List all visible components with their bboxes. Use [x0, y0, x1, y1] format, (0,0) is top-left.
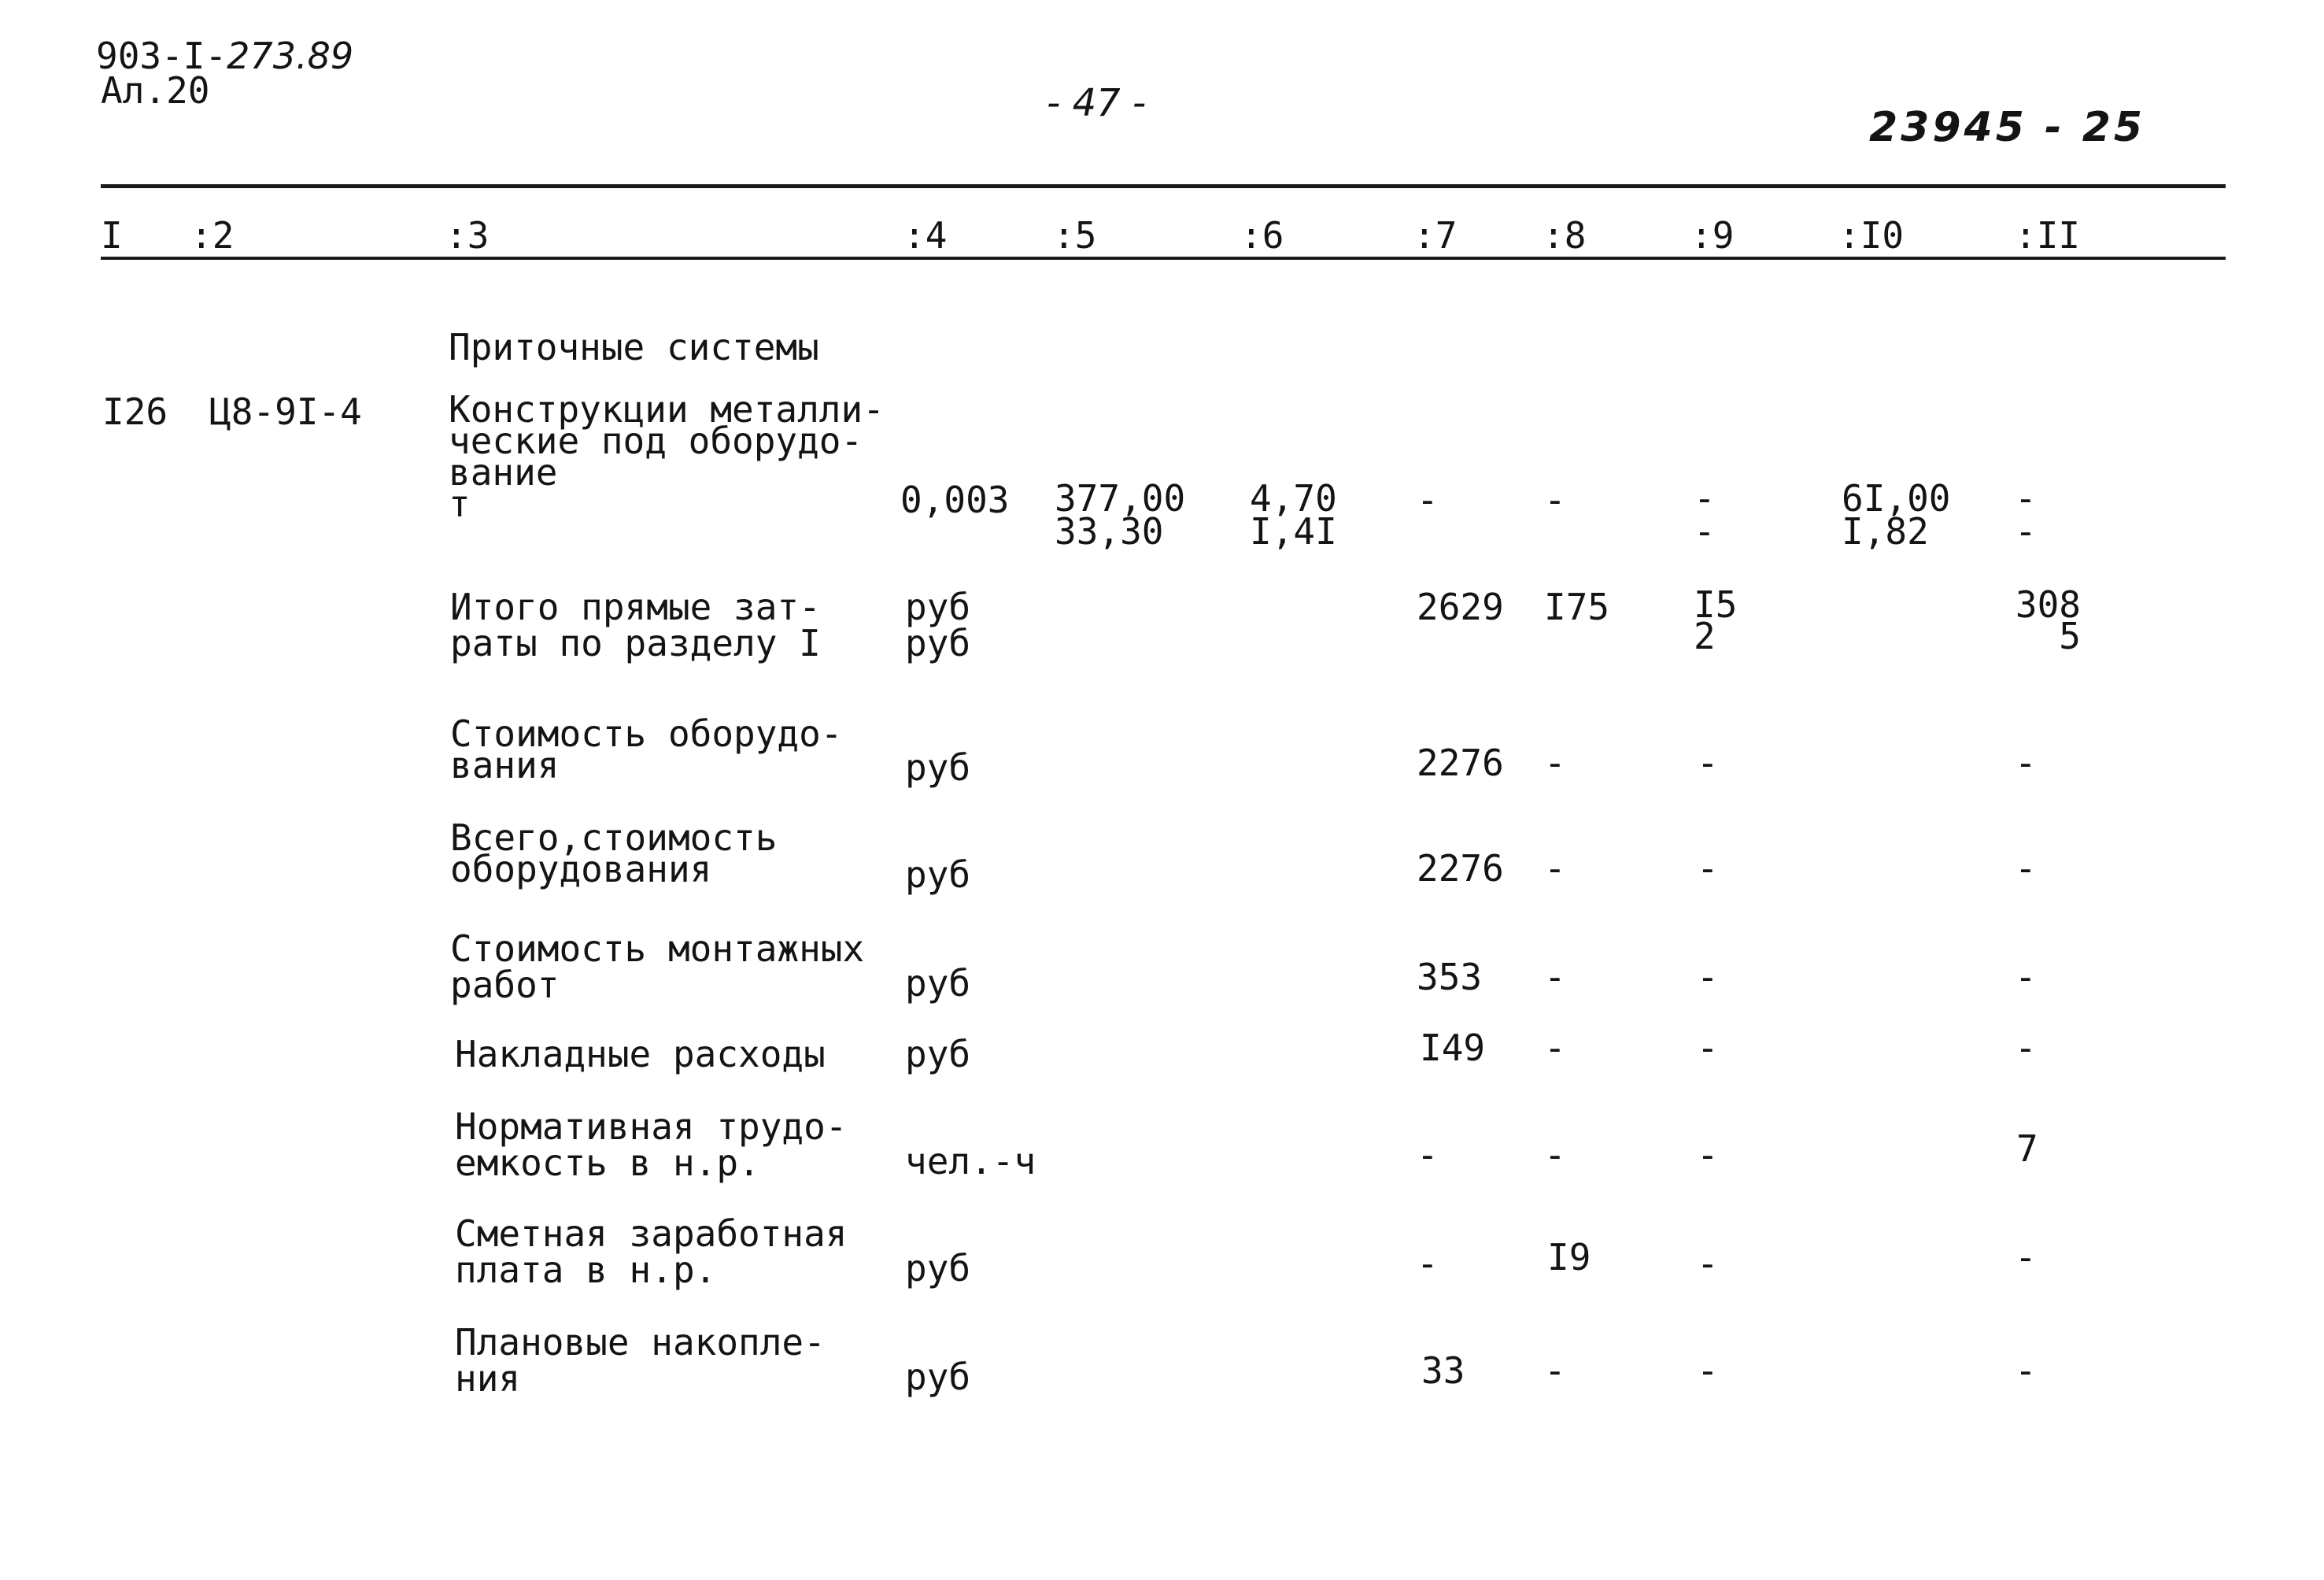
page-number: - 47 -: [1047, 81, 1147, 125]
item-col10: 6I,00 I,82: [1842, 477, 1951, 553]
row-equipment-cost-col7: 2276: [1417, 742, 1504, 784]
col-header-6: :6: [1240, 214, 1284, 257]
row-wage-estimate-col9: -: [1697, 1242, 1719, 1285]
row-labor-norm-unit: чел.-ч: [905, 1140, 1036, 1182]
item-code: Ц8-9I-4: [209, 390, 362, 433]
col-header-3: :3: [445, 214, 490, 257]
col-header-2: :2: [190, 214, 235, 257]
row-direct-costs-col7: 2629: [1417, 586, 1504, 628]
row-labor-norm-col7: -: [1417, 1134, 1439, 1176]
row-planned-savings-col8: -: [1544, 1349, 1566, 1392]
row-equipment-cost-label: Стоимость оборудо- вания: [450, 712, 843, 786]
item-col7: -: [1417, 479, 1439, 521]
item-description: Конструкции металли- ческие под оборудо- вание т: [449, 388, 885, 525]
col-header-1: I: [101, 214, 123, 257]
item-quantity: 0,003: [900, 479, 1010, 521]
row-direct-costs-col8: I75: [1544, 586, 1610, 628]
sheet-label: Ал.20: [101, 69, 210, 112]
row-labor-norm-col8: -: [1544, 1134, 1566, 1176]
item-col11: - -: [2015, 477, 2037, 553]
row-planned-savings-unit: руб: [905, 1356, 971, 1398]
row-wage-estimate-col11: -: [2015, 1236, 2037, 1278]
row-labor-norm-col9: -: [1697, 1134, 1719, 1176]
row-overhead-unit: руб: [905, 1033, 971, 1075]
document-code: 903-I-273.89: [96, 35, 354, 77]
row-overhead-label: Накладные расходы: [455, 1033, 826, 1075]
row-installation-cost-label: Стоимость монтажных работ: [450, 927, 865, 1006]
header-bottom-rule: [101, 257, 2226, 260]
row-overhead-col8: -: [1544, 1027, 1566, 1069]
row-planned-savings-col11: -: [2015, 1349, 2037, 1392]
section-title: Приточные системы: [449, 326, 819, 368]
top-rule: [101, 184, 2226, 188]
row-wage-estimate-unit: руб: [905, 1247, 971, 1290]
row-direct-costs-col11: 308 5: [2015, 583, 2081, 657]
col-header-4: :4: [903, 214, 948, 257]
archive-stamp-number: 23945 - 25: [1869, 104, 2146, 151]
row-direct-costs-col9: I5 2: [1694, 583, 1738, 657]
item-col6: 4,70 I,4I: [1250, 477, 1337, 553]
row-installation-cost-col7: 353: [1417, 956, 1483, 998]
col-header-5: :5: [1053, 214, 1097, 257]
item-col9: - -: [1694, 477, 1716, 553]
row-wage-estimate-col7: -: [1417, 1242, 1439, 1285]
row-overhead-col11: -: [2015, 1027, 2037, 1069]
row-labor-norm-col11: 7: [2016, 1127, 2038, 1170]
item-col8: -: [1544, 479, 1566, 521]
row-planned-savings-label: Плановые накопле- ния: [455, 1321, 826, 1400]
row-overhead-col7: I49: [1420, 1027, 1486, 1069]
row-equipment-cost-col9: -: [1697, 742, 1719, 784]
item-number: I26: [102, 390, 168, 433]
row-planned-savings-col9: -: [1697, 1349, 1719, 1392]
row-total-equipment-unit: руб: [905, 853, 971, 896]
item-col5: 377,00 33,30: [1055, 477, 1186, 553]
col-header-11: :II: [2015, 214, 2081, 257]
row-total-equipment-col8: -: [1544, 847, 1566, 890]
row-total-equipment-col11: -: [2015, 847, 2037, 890]
row-planned-savings-col7: 33: [1421, 1349, 1465, 1392]
row-installation-cost-col11: -: [2015, 956, 2037, 998]
row-labor-norm-label: Нормативная трудо- емкость в н.р.: [455, 1105, 848, 1184]
row-overhead-col9: -: [1697, 1027, 1719, 1069]
row-equipment-cost-unit: руб: [905, 746, 971, 789]
col-header-8: :8: [1543, 214, 1587, 257]
row-installation-cost-unit: руб: [905, 962, 971, 1005]
row-total-equipment-col7: 2276: [1417, 847, 1504, 890]
col-header-9: :9: [1690, 214, 1735, 257]
row-equipment-cost-col8: -: [1544, 742, 1566, 784]
row-equipment-cost-col11: -: [2015, 742, 2037, 784]
row-installation-cost-col8: -: [1544, 956, 1566, 998]
col-header-10: :I0: [1838, 214, 1905, 257]
row-direct-costs-label: Итого прямые зат- раты по разделу I: [450, 586, 821, 664]
col-header-7: :7: [1413, 214, 1458, 257]
document-code-handwritten: 273.89: [227, 35, 354, 77]
row-direct-costs-unit: руб руб: [905, 586, 971, 664]
row-installation-cost-col9: -: [1697, 956, 1719, 998]
row-total-equipment-label: Всего,стоимость оборудования: [450, 816, 778, 890]
row-wage-estimate-label: Сметная заработная плата в н.р.: [455, 1212, 848, 1291]
row-wage-estimate-col8: I9: [1547, 1236, 1591, 1278]
row-total-equipment-col9: -: [1697, 847, 1719, 890]
